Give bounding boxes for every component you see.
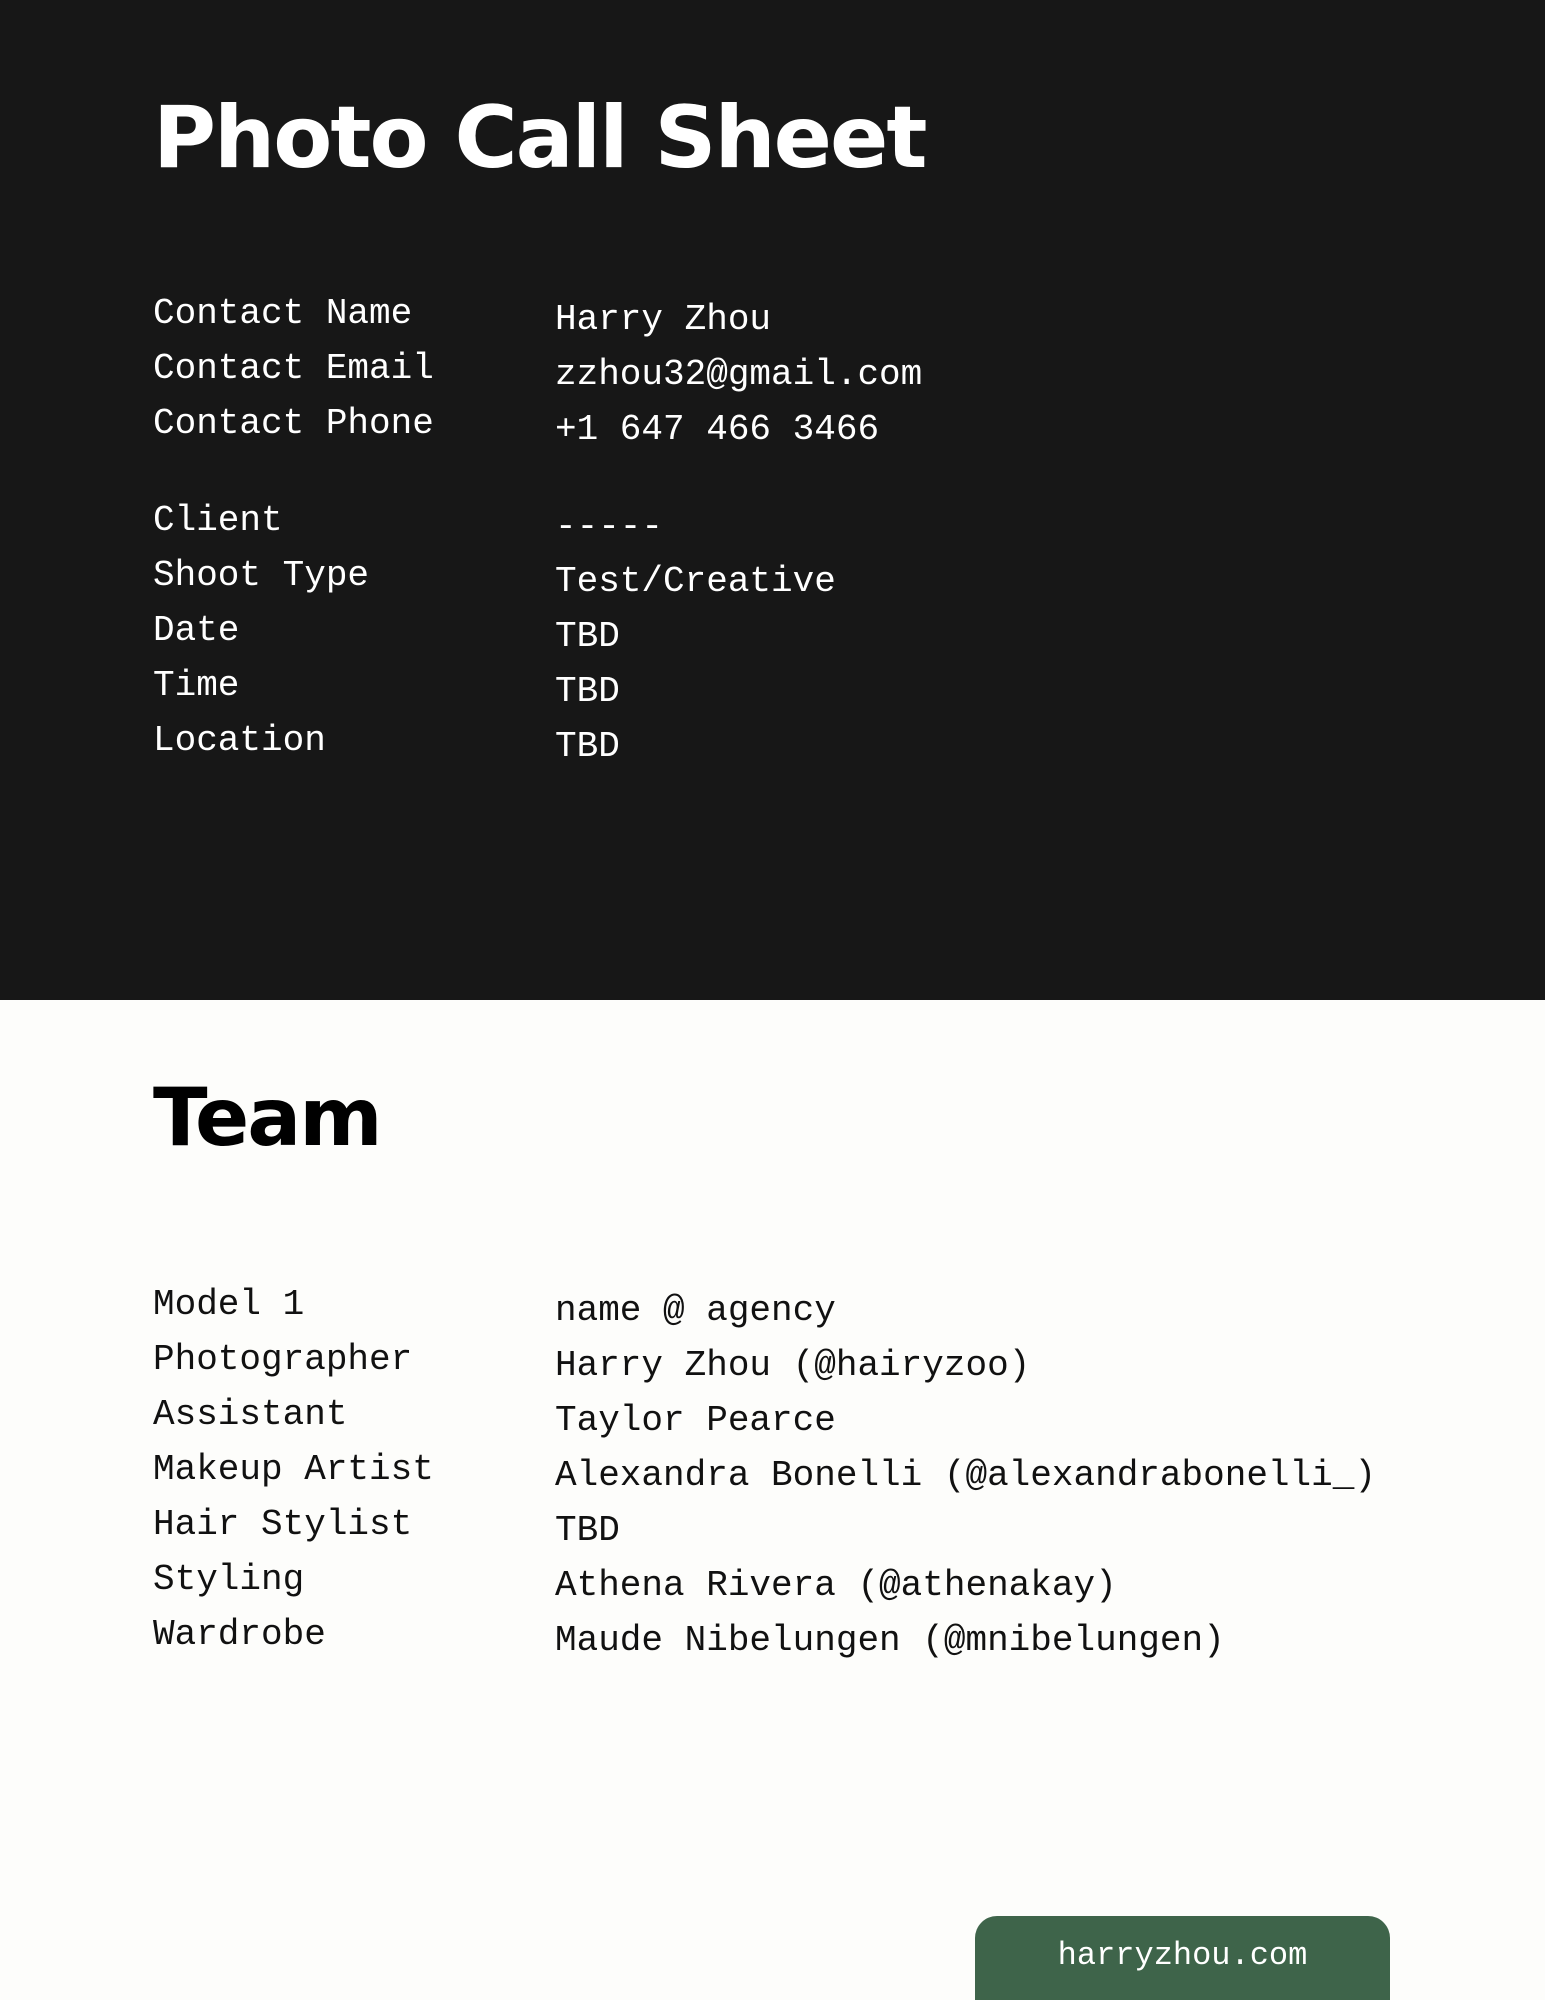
contact-list: [153, 292, 1453, 457]
contact-phone-value[interactable]: +1 647 466 3466: [555, 409, 880, 450]
details-row-time: [153, 664, 1453, 719]
team-member-value: TBD: [555, 1510, 620, 1551]
location-value: TBD: [555, 726, 620, 767]
contact-row-phone: [153, 402, 1453, 457]
team-role-label: Model 1: [153, 1284, 305, 1325]
team-member-value: Alexandra Bonelli (@alexandrabonelli_): [555, 1455, 1376, 1496]
team-row: [153, 1558, 1453, 1613]
shoot-details-list: [153, 499, 1453, 774]
details-row-date: [153, 609, 1453, 664]
team-role-label: Styling: [153, 1559, 305, 1600]
time-value: TBD: [555, 671, 620, 712]
team-member-value: name @ agency: [555, 1290, 836, 1331]
details-row-client: [153, 499, 1453, 554]
team-member-value: Athena Rivera (@athenakay): [555, 1565, 1117, 1606]
shoot-type-label: Shoot Type: [153, 555, 370, 596]
contact-row-name: [153, 292, 1453, 347]
team-member-value: Maude Nibelungen (@mnibelungen): [555, 1620, 1225, 1661]
team-member-value: Harry Zhou (@hairyzoo): [555, 1345, 1031, 1386]
client-label: Client: [153, 500, 283, 541]
team-role-label: Assistant: [153, 1394, 348, 1435]
team-row: [153, 1503, 1453, 1558]
team-role-label: Hair Stylist: [153, 1504, 413, 1545]
page-title: Photo Call Sheet: [153, 88, 926, 188]
team-row: [153, 1393, 1453, 1448]
client-value: -----: [555, 506, 664, 547]
contact-phone-label: Contact Phone: [153, 403, 434, 444]
team-row: [153, 1448, 1453, 1503]
website-link-badge[interactable]: harryzhou.com: [975, 1916, 1390, 2000]
team-role-label: Photographer: [153, 1339, 413, 1380]
time-label: Time: [153, 665, 240, 706]
contact-row-email: [153, 347, 1453, 402]
contact-email-value[interactable]: zzhou32@gmail.com: [555, 354, 923, 395]
contact-name-value: Harry Zhou: [555, 299, 772, 340]
team-role-label: Wardrobe: [153, 1614, 326, 1655]
team-row: [153, 1283, 1453, 1338]
location-label: Location: [153, 720, 326, 761]
details-row-shoot-type: [153, 554, 1453, 609]
team-row: [153, 1613, 1453, 1668]
team-row: [153, 1338, 1453, 1393]
shoot-type-value: Test/Creative: [555, 561, 836, 602]
team-list: [153, 1283, 1453, 1668]
date-value: TBD: [555, 616, 620, 657]
date-label: Date: [153, 610, 240, 651]
team-heading: Team: [153, 1071, 381, 1164]
team-member-value: Taylor Pearce: [555, 1400, 836, 1441]
contact-name-label: Contact Name: [153, 293, 413, 334]
contact-email-label: Contact Email: [153, 348, 434, 389]
details-row-location: [153, 719, 1453, 774]
team-role-label: Makeup Artist: [153, 1449, 434, 1490]
